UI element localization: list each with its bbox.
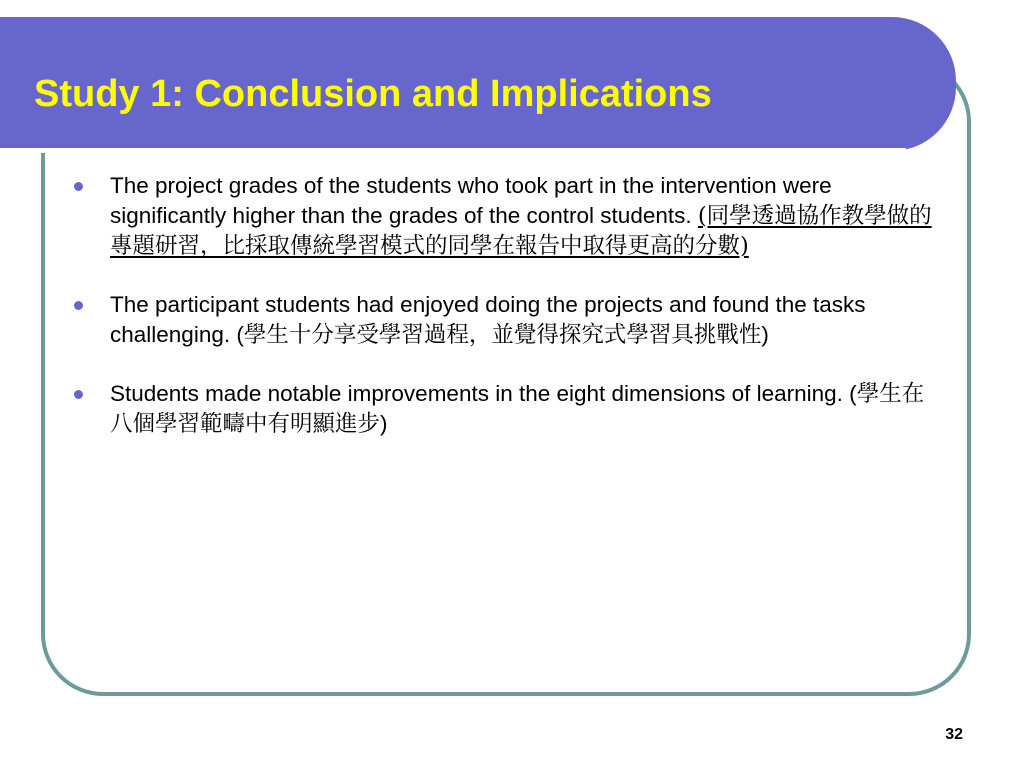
bullet-icon — [74, 182, 83, 191]
bullet-2-tail: ) — [761, 322, 769, 347]
bullet-1-chinese: (同學透過協作教學做的專題研習，比採取傳統學習模式的同學在報告中取得更高的分數) — [110, 203, 932, 259]
bullet-item-3 — [72, 379, 944, 439]
bullet-list — [72, 171, 944, 468]
bullet-1-english: The project grades of the students who took part in the intervention were significantly higher than the grades of the control students. — [110, 173, 832, 228]
bullet-icon — [74, 301, 83, 310]
bullet-2-english: The participant students had enjoyed doing the projects and found the tasks challenging. ( — [110, 292, 866, 347]
title-divider — [0, 148, 906, 153]
bullet-3-english: Students made notable improvements in the eight dimensions of learning. ( — [110, 381, 857, 406]
bullet-icon — [74, 390, 83, 399]
bullet-3-tail: ) — [380, 411, 388, 436]
bullet-item-2 — [72, 290, 944, 350]
slide-title: Study 1: Conclusion and Implications — [34, 73, 712, 115]
bullet-item-1 — [72, 171, 944, 261]
page-number: 32 — [945, 726, 963, 743]
title-bar — [0, 17, 956, 151]
bullet-2-chinese: 學生十分享受學習過程，並覺得探究式學習具挑戰性 — [243, 322, 762, 348]
bullet-3-chinese: 學生在八個學習範疇中有明顯進步 — [110, 381, 925, 437]
